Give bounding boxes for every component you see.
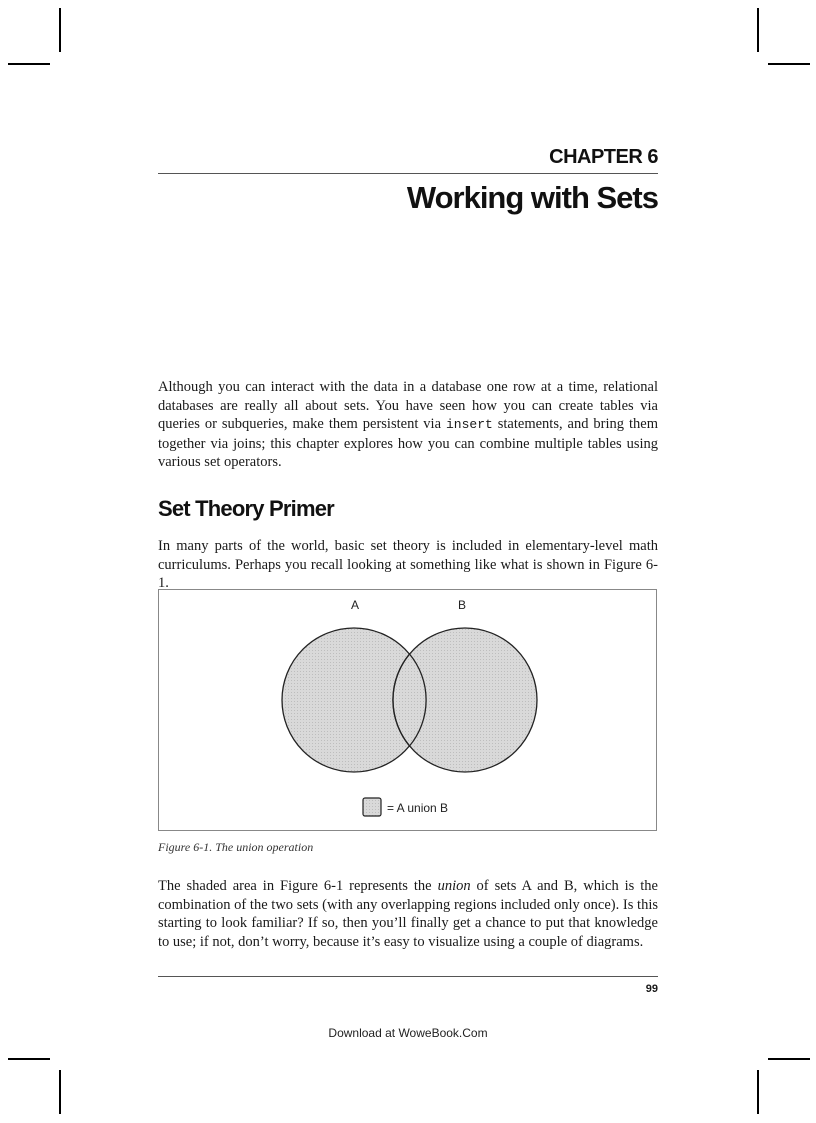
crop-mark bbox=[8, 63, 50, 65]
insert-keyword: insert bbox=[445, 417, 493, 433]
crop-mark bbox=[757, 8, 759, 52]
set-a-label: A bbox=[350, 598, 360, 612]
footer-rule bbox=[158, 976, 658, 977]
crop-mark bbox=[8, 1058, 50, 1060]
section-heading: Set Theory Primer bbox=[158, 496, 334, 521]
set-b-circle bbox=[393, 628, 537, 772]
page-number: 99 bbox=[645, 983, 658, 995]
set-b-label: B bbox=[457, 598, 467, 612]
venn-diagram bbox=[159, 590, 656, 830]
venn-figure bbox=[158, 589, 657, 831]
crop-mark bbox=[59, 1070, 61, 1114]
closing-paragraph: The shaded area in Figure 6-1 represents the union of sets A and B, which is the combination of the two sets (with any overlapping regions included only once). Is this starting to look familiar? If so, then you’ll finally get a chance to put that knowledge to use; if not, don’t worry, because it’s easy to visualize using a couple of diagrams. bbox=[158, 878, 658, 950]
union-term: union bbox=[437, 878, 471, 894]
legend-text: = A union B bbox=[387, 801, 449, 815]
section-paragraph: In many parts of the world, basic set theory is included in elementary-level math curriculums. Perhaps you recall looking at something like what is shown in Figure 6-1. bbox=[158, 538, 658, 592]
download-note: Download at WoweBook.Com bbox=[328, 1026, 488, 1040]
chapter-label: CHAPTER 6 bbox=[549, 146, 658, 168]
crop-mark bbox=[59, 8, 61, 52]
chapter-title: Working with Sets bbox=[406, 180, 658, 215]
crop-mark bbox=[768, 63, 810, 65]
crop-mark bbox=[757, 1070, 759, 1114]
figure-caption: Figure 6-1. The union operation bbox=[158, 840, 314, 854]
legend-swatch bbox=[363, 798, 381, 816]
crop-mark bbox=[768, 1058, 810, 1060]
intro-paragraph: Although you can interact with the data in a database one row at a time, relational databases are really all about sets. You have seen how you can create tables via queries or subqueries, make them persistent via insert statements, and bring them together via joins; this chapter explores how you can combine multiple tables using various set operators. bbox=[158, 379, 658, 471]
chapter-rule bbox=[158, 173, 658, 174]
